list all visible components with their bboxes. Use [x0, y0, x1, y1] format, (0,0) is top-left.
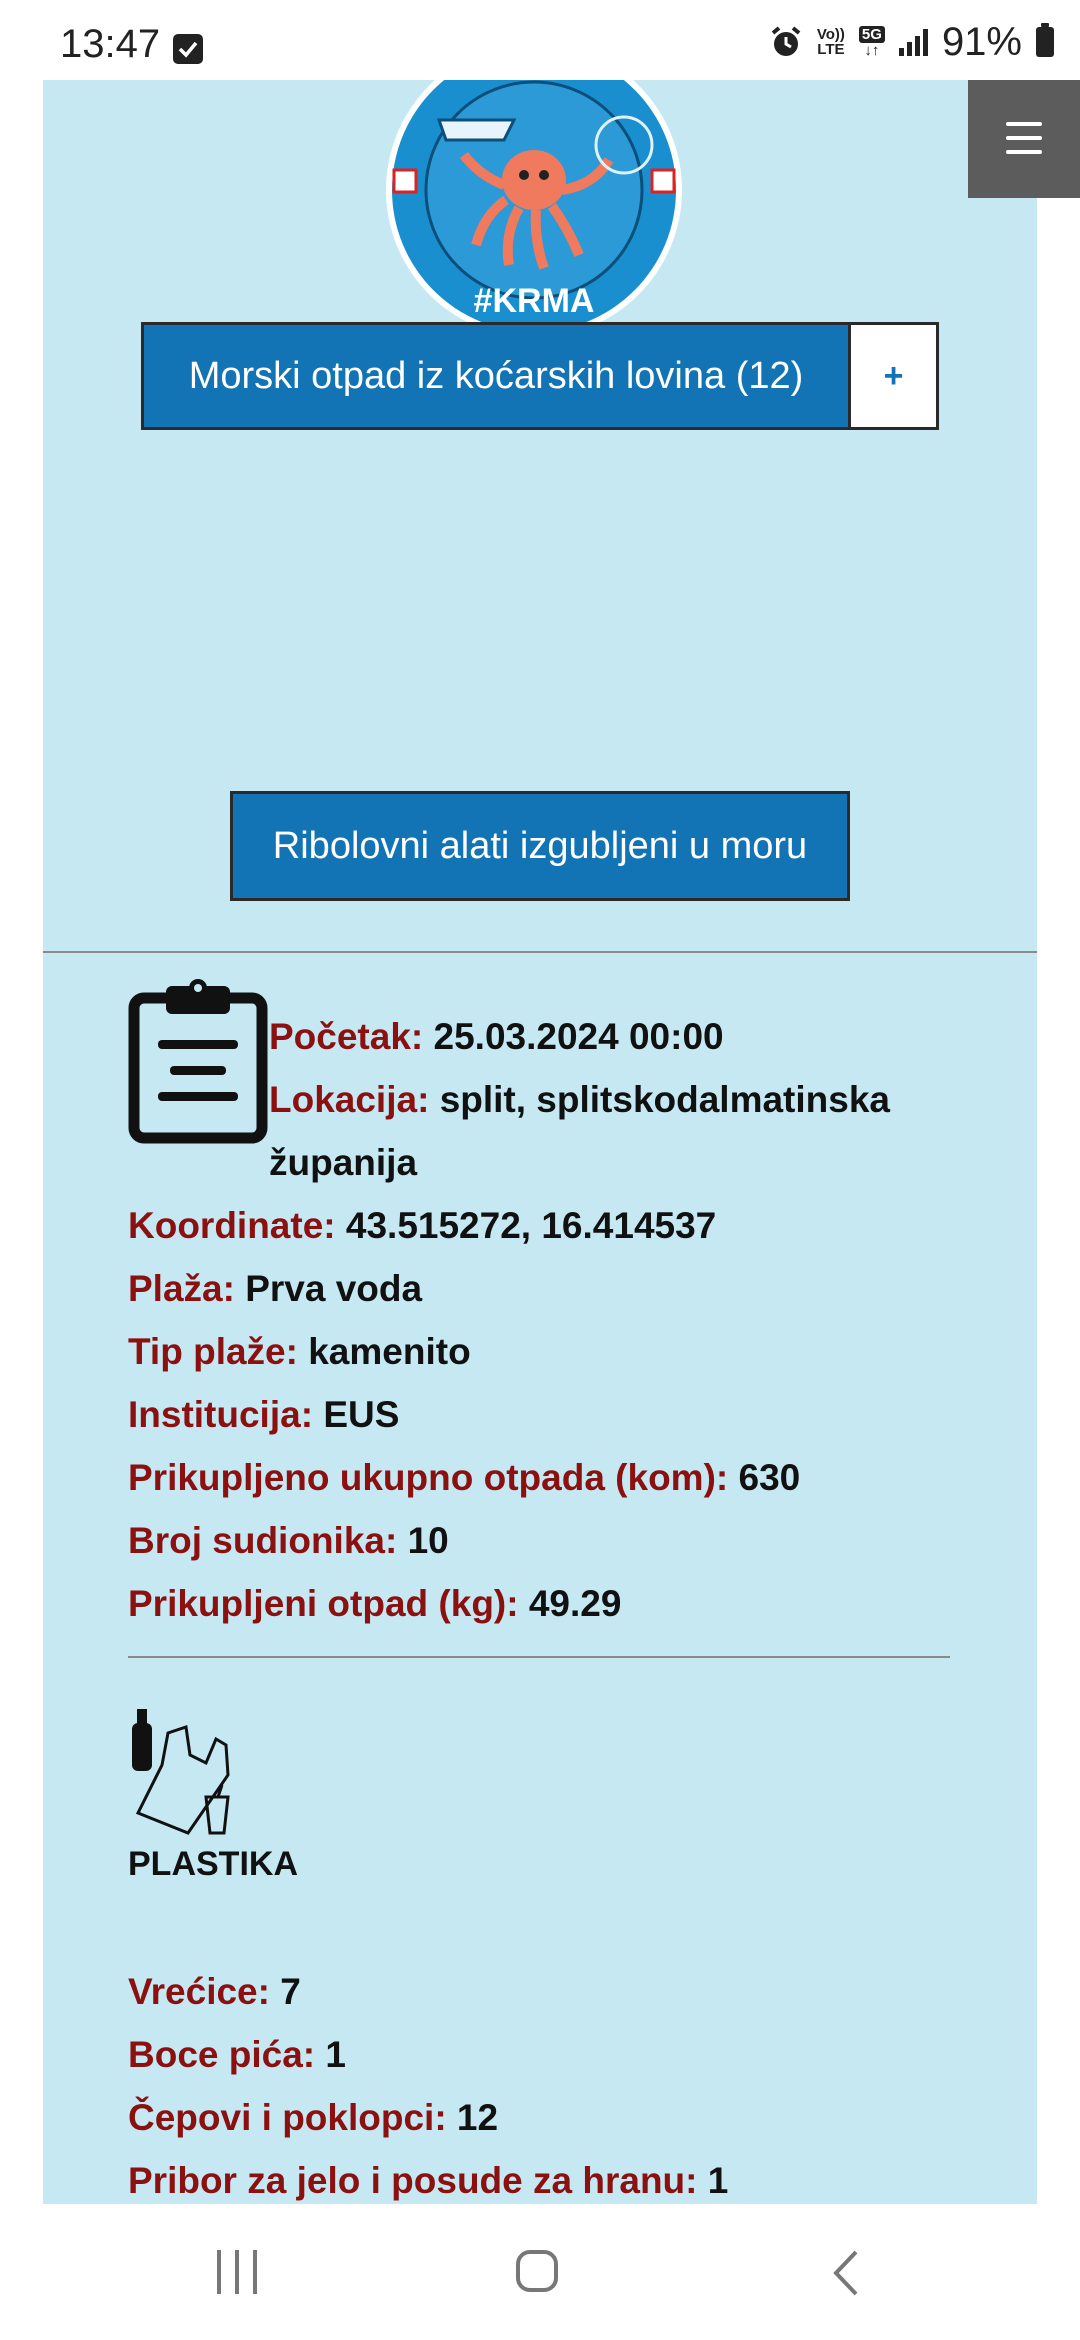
- beach-type-value: kamenito: [308, 1331, 471, 1372]
- detail-kg: [128, 1572, 978, 1635]
- location-value-cont: županija: [269, 1142, 418, 1183]
- home-icon[interactable]: [516, 2250, 558, 2292]
- alarm-icon: [769, 25, 803, 59]
- total-label: Prikupljeno ukupno otpada (kom):: [128, 1457, 729, 1498]
- start-label: Početak:: [269, 1016, 424, 1057]
- start-value: 25.03.2024 00:00: [433, 1016, 724, 1057]
- item-label: Čepovi i poklopci:: [128, 2097, 447, 2138]
- location-value: split, splitskodalmatinska: [439, 1079, 890, 1120]
- status-time: 13:47: [60, 22, 161, 66]
- item-value: 12: [456, 2097, 499, 2138]
- battery-icon: [1036, 27, 1054, 57]
- list-item: [128, 2023, 978, 2086]
- hamburger-menu-icon: [1006, 150, 1042, 154]
- status-icons: [769, 20, 1054, 64]
- detail-location: [128, 1068, 978, 1131]
- 5g-icon: [859, 26, 885, 58]
- hamburger-menu-button[interactable]: [968, 80, 1080, 198]
- list-item: [128, 2086, 978, 2149]
- coordinates-label: Koordinate:: [128, 1205, 336, 1246]
- signal-icon: [899, 28, 928, 56]
- detail-beach-type: [128, 1320, 978, 1383]
- location-label: Lokacija:: [269, 1079, 430, 1120]
- item-value: 1: [707, 2160, 729, 2201]
- trawl-waste-button[interactable]: Morski otpad iz koćarskih lovina (12): [141, 322, 851, 430]
- status-bar: [0, 0, 1080, 80]
- detail-beach: [128, 1257, 978, 1320]
- item-label: Pribor za jelo i posude za hranu:: [128, 2160, 698, 2201]
- plastic-waste-icon: [128, 1705, 238, 1840]
- category-row: [141, 322, 939, 430]
- system-nav-bar: [0, 2204, 1080, 2340]
- institution-label: Institucija:: [128, 1394, 314, 1435]
- divider: [128, 1656, 950, 1658]
- detail-coordinates: [128, 1194, 978, 1257]
- item-label: Boce pića:: [128, 2034, 316, 2075]
- kg-label: Prikupljeni otpad (kg):: [128, 1583, 519, 1624]
- total-value: 630: [738, 1457, 801, 1498]
- beach-value: Prva voda: [245, 1268, 423, 1309]
- item-label: Vrećice:: [128, 1971, 270, 2012]
- kg-value: 49.29: [528, 1583, 622, 1624]
- detail-location-cont: [128, 1131, 978, 1194]
- beach-label: Plaža:: [128, 1268, 235, 1309]
- plastic-list: [128, 1960, 978, 2204]
- page-content: [43, 80, 1037, 2204]
- item-value: 1: [325, 2034, 346, 2075]
- fishing-gear-button[interactable]: Ribolovni alati izgubljeni u moru: [230, 791, 850, 901]
- detail-total: [128, 1446, 978, 1509]
- plastic-title: PLASTIKA: [128, 1845, 298, 1883]
- hamburger-menu-icon: [1006, 122, 1042, 126]
- logo-text: #KRMA: [473, 282, 595, 320]
- volte-icon: [817, 27, 845, 57]
- detail-start: [128, 1005, 978, 1068]
- krma-logo: [384, 80, 684, 340]
- participants-label: Broj sudionika:: [128, 1520, 398, 1561]
- recents-icon[interactable]: [215, 2250, 259, 2294]
- participants-value: 10: [407, 1520, 449, 1561]
- list-item: [128, 2149, 978, 2204]
- cleanup-details: [128, 1005, 978, 1635]
- institution-value: EUS: [323, 1394, 400, 1435]
- data-arrows-icon: ↓↑: [864, 42, 880, 59]
- divider: [43, 951, 1037, 953]
- list-item: [128, 1960, 978, 2023]
- hamburger-menu-icon: [1006, 136, 1042, 140]
- back-icon[interactable]: [826, 2248, 866, 2298]
- volte-top-text: Vo)): [816, 26, 845, 43]
- detail-institution: [128, 1383, 978, 1446]
- detail-participants: [128, 1509, 978, 1572]
- volte-bottom-text: LTE: [817, 41, 845, 58]
- checkbox-notification-icon: [173, 34, 203, 64]
- item-value: 7: [280, 1971, 301, 2012]
- battery-percentage: 91%: [941, 19, 1022, 64]
- coordinates-value: 43.515272, 16.414537: [345, 1205, 717, 1246]
- expand-button[interactable]: +: [851, 322, 939, 430]
- network-type: 5G: [859, 26, 885, 43]
- beach-type-label: Tip plaže:: [128, 1331, 298, 1372]
